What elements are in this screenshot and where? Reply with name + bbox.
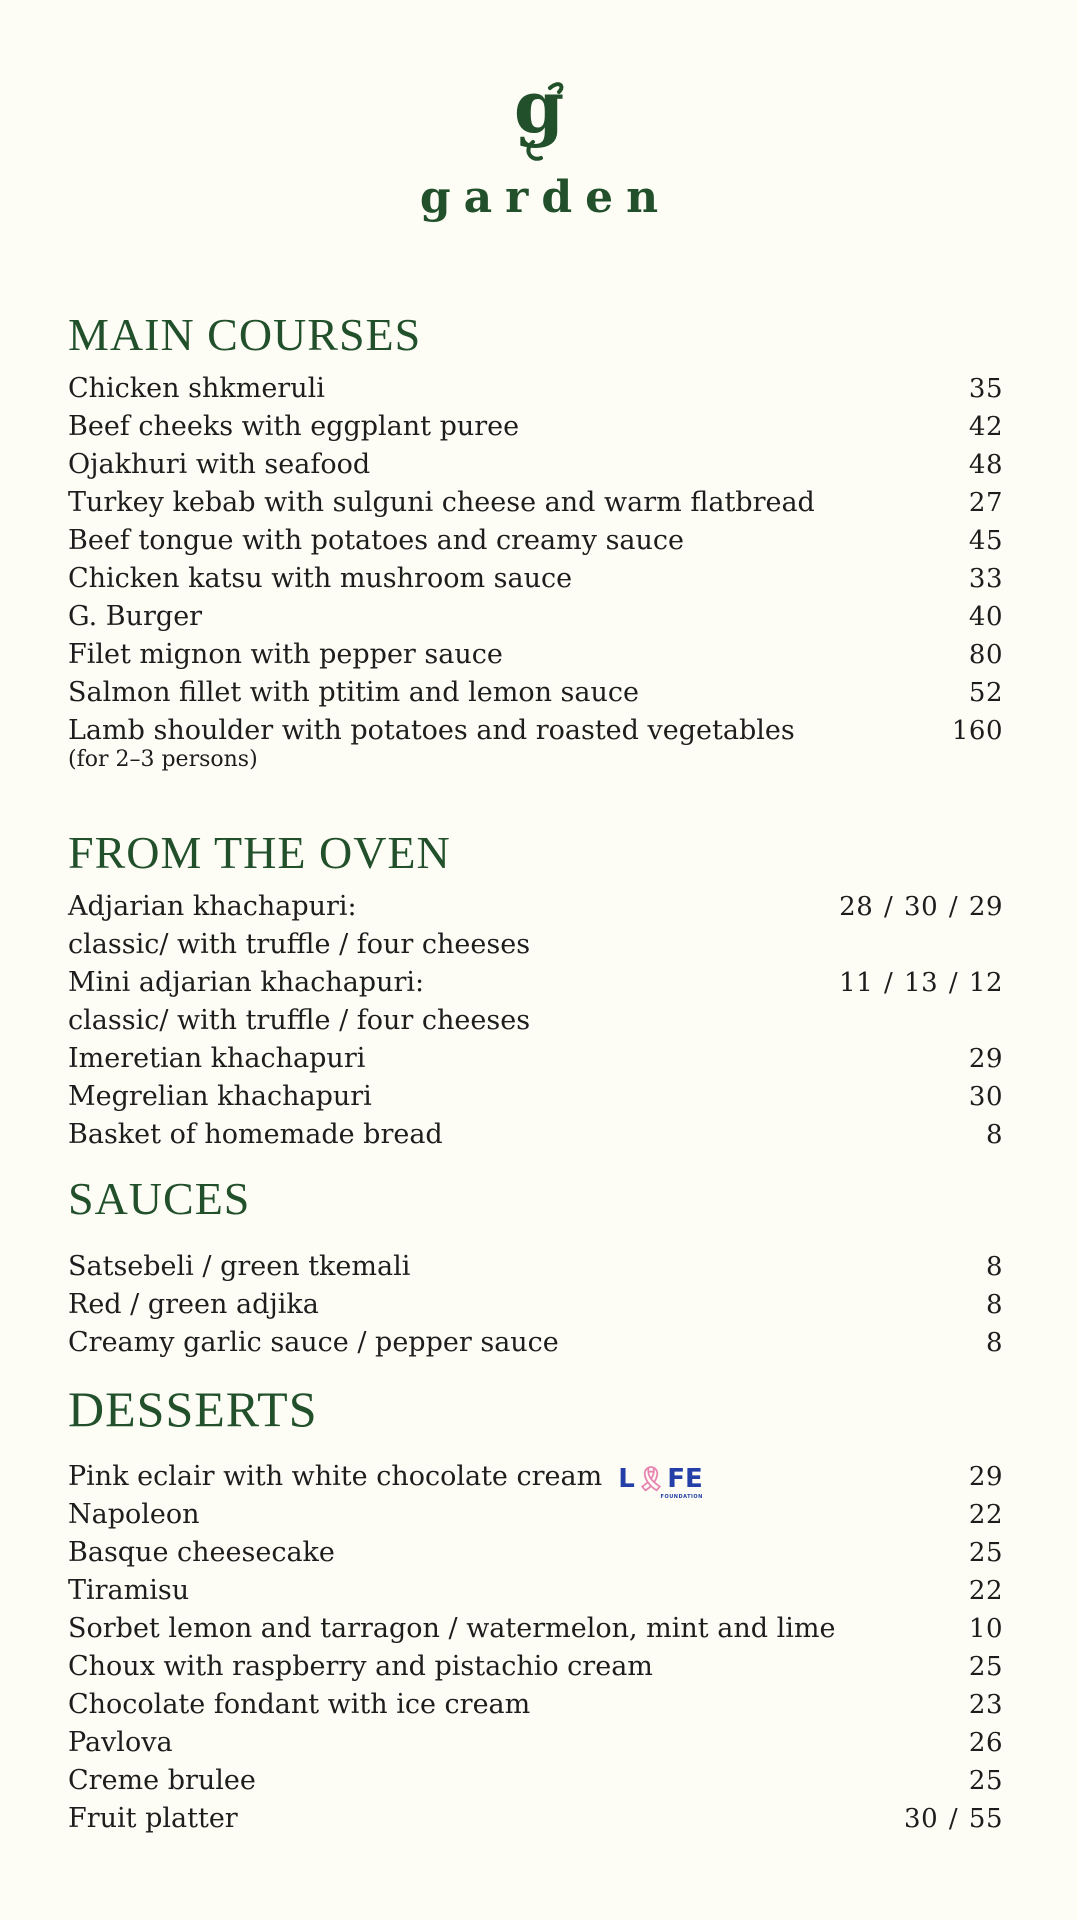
- section-title-sauces: SAUCES: [68, 1173, 251, 1224]
- item-price: 33: [968, 564, 1003, 594]
- item-name: Basket of homemade bread: [68, 1119, 443, 1150]
- item-price: 160: [951, 716, 1003, 746]
- menu-item: [68, 964, 1003, 1002]
- item-name: Creme brulee: [68, 1765, 256, 1796]
- menu-item: [68, 1724, 1003, 1762]
- section-title-main-courses: MAIN COURSES: [68, 309, 422, 360]
- item-name: Mini adjarian khachapuri:: [68, 967, 425, 998]
- desserts-list: [68, 1458, 1003, 1838]
- life-badge-fe: FE: [667, 1464, 703, 1494]
- sauces-list: [68, 1248, 1003, 1362]
- from-the-oven-list: [68, 888, 1003, 1154]
- item-name: Basque cheesecake: [68, 1537, 335, 1568]
- item-subtitle: classic/ with truffle / four cheeses: [68, 929, 531, 960]
- menu-item: [68, 1116, 1003, 1154]
- menu-item: [68, 888, 1003, 926]
- item-price: 29: [968, 1044, 1003, 1074]
- item-name: Sorbet lemon and tarragon / watermelon, mint and lime: [68, 1613, 836, 1644]
- menu-item: [68, 484, 1003, 522]
- item-name: Beef cheeks with eggplant puree: [68, 411, 520, 442]
- item-name: Fruit platter: [68, 1803, 238, 1834]
- item-name: Chicken shkmeruli: [68, 373, 325, 404]
- item-price: 28 / 30 / 29: [839, 892, 1003, 922]
- item-price: 10: [968, 1614, 1003, 1644]
- item-name: Filet mignon with pepper sauce: [68, 639, 503, 670]
- brand-logo: [0, 70, 1078, 223]
- menu-item: [68, 1248, 1003, 1286]
- item-name: Turkey kebab with sulguni cheese and warm flatbread: [68, 487, 815, 518]
- menu-item: [68, 1040, 1003, 1078]
- item-name: Salmon fillet with ptitim and lemon sauce: [68, 677, 639, 708]
- menu-item: [68, 598, 1003, 636]
- item-name: Imeretian khachapuri: [68, 1043, 366, 1074]
- menu-item: [68, 674, 1003, 712]
- item-price: 8: [985, 1328, 1003, 1358]
- item-name: G. Burger: [68, 601, 203, 632]
- menu-item: [68, 636, 1003, 674]
- menu-item: [68, 1648, 1003, 1686]
- item-price: 27: [968, 488, 1003, 518]
- menu-item: [68, 446, 1003, 484]
- menu-item: [68, 1610, 1003, 1648]
- menu-item: [68, 1286, 1003, 1324]
- item-name: Tiramisu: [68, 1575, 190, 1606]
- item-name: Choux with raspberry and pistachio cream: [68, 1651, 653, 1682]
- life-badge-l: L: [618, 1464, 635, 1494]
- pink-ribbon-icon: 🎗: [635, 1465, 667, 1493]
- section-main-courses: [68, 309, 1003, 774]
- item-price: 30 / 55: [904, 1804, 1003, 1834]
- item-price: 23: [968, 1690, 1003, 1720]
- menu-item: [68, 522, 1003, 560]
- item-name: Pavlova: [68, 1727, 173, 1758]
- menu-item: [68, 560, 1003, 598]
- item-price: 30: [968, 1082, 1003, 1112]
- item-name: Chocolate fondant with ice cream: [68, 1689, 531, 1720]
- item-name: Red / green adjika: [68, 1289, 319, 1320]
- main-courses-list: [68, 370, 1003, 774]
- menu-item: [68, 1496, 1003, 1534]
- item-price: 25: [968, 1766, 1003, 1796]
- item-price: 8: [985, 1120, 1003, 1150]
- item-price: 26: [968, 1728, 1003, 1758]
- item-price: 40: [968, 602, 1003, 632]
- menu-item: [68, 712, 1003, 750]
- menu-item: [68, 1572, 1003, 1610]
- item-subtitle: classic/ with truffle / four cheeses: [68, 1005, 531, 1036]
- garden-g-logo-icon: [509, 70, 569, 170]
- life-foundation-logo-icon: [618, 1464, 703, 1500]
- menu-item: [68, 1324, 1003, 1362]
- item-price: 80: [968, 640, 1003, 670]
- item-note: (for 2–3 persons): [68, 747, 258, 772]
- item-name: Pink eclair with white chocolate cream: [68, 1461, 603, 1492]
- item-price: 8: [985, 1290, 1003, 1320]
- section-sauces: [68, 1173, 1003, 1362]
- item-price: 52: [968, 678, 1003, 708]
- item-price: 8: [985, 1252, 1003, 1282]
- menu-item: [68, 1762, 1003, 1800]
- menu-item: [68, 1458, 1003, 1500]
- item-price: 29: [968, 1462, 1003, 1492]
- item-price: 22: [968, 1500, 1003, 1530]
- item-name: Satsebeli / green tkemali: [68, 1251, 411, 1282]
- menu-item: [68, 1534, 1003, 1572]
- section-desserts: [68, 1381, 1003, 1838]
- item-price: 35: [968, 374, 1003, 404]
- item-name: Creamy garlic sauce / pepper sauce: [68, 1327, 559, 1358]
- item-price: 48: [968, 450, 1003, 480]
- section-title-desserts: DESSERTS: [68, 1381, 318, 1437]
- item-name: Chicken katsu with mushroom sauce: [68, 563, 573, 594]
- menu-item: [68, 408, 1003, 446]
- item-name: Ojakhuri with seafood: [68, 449, 371, 480]
- item-price: 22: [968, 1576, 1003, 1606]
- item-price: 25: [968, 1538, 1003, 1568]
- item-name: Napoleon: [68, 1499, 200, 1530]
- menu-item: [68, 1800, 1003, 1838]
- menu-item: [68, 1686, 1003, 1724]
- section-title-from-the-oven: FROM THE OVEN: [68, 827, 451, 878]
- svg-text:g: g: [513, 70, 565, 149]
- item-name: Adjarian khachapuri:: [68, 891, 357, 922]
- item-price: 45: [968, 526, 1003, 556]
- life-badge-sub: FOUNDATION: [660, 1494, 703, 1500]
- item-name-with-badge: [68, 1458, 703, 1500]
- menu-item: [68, 1078, 1003, 1116]
- section-from-the-oven: [68, 827, 1003, 1154]
- item-price: 25: [968, 1652, 1003, 1682]
- item-price: 11 / 13 / 12: [839, 968, 1003, 998]
- menu-item: [68, 370, 1003, 408]
- item-name: Lamb shoulder with potatoes and roasted vegetables: [68, 715, 795, 746]
- item-name: Beef tongue with potatoes and creamy sauce: [68, 525, 685, 556]
- item-name: Megrelian khachapuri: [68, 1081, 372, 1112]
- brand-name: garden: [419, 172, 672, 223]
- item-price: 42: [968, 412, 1003, 442]
